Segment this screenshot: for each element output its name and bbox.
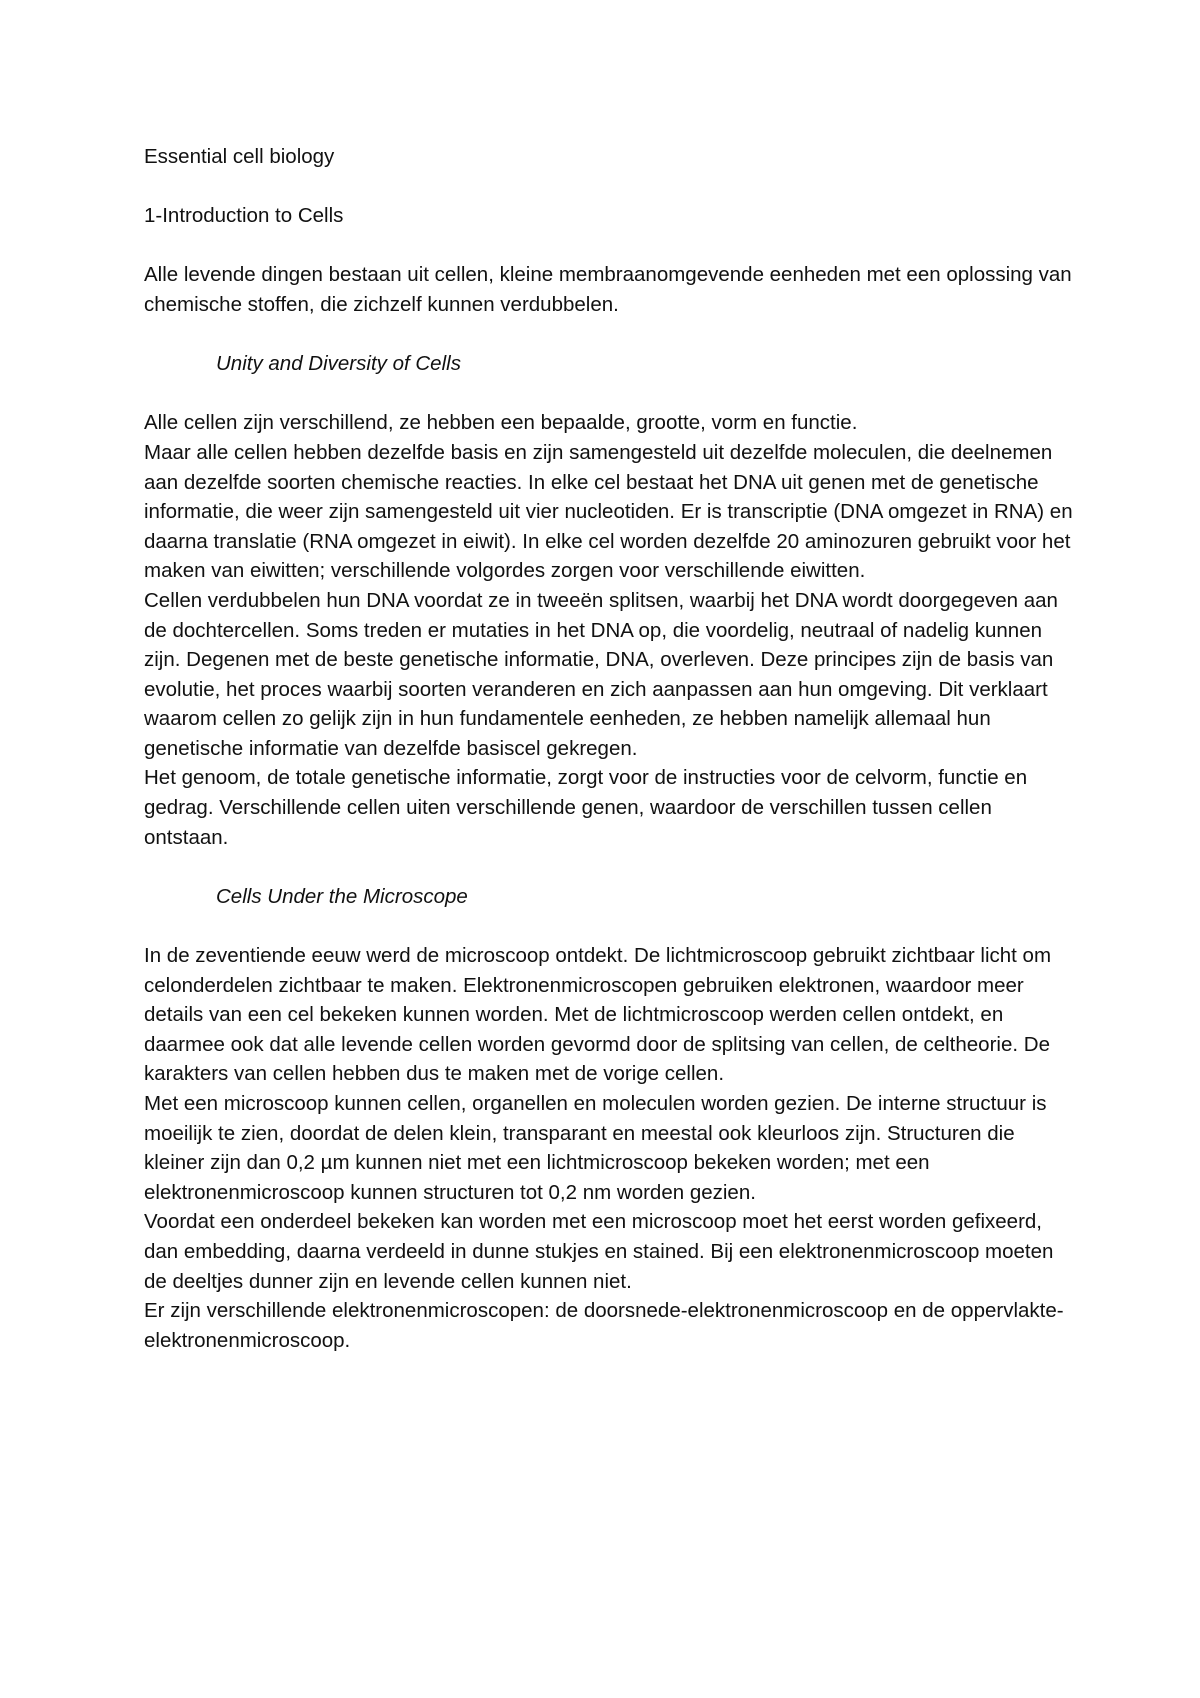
document-title: Essential cell biology — [144, 145, 335, 168]
section-heading-microscope: Cells Under the Microscope — [216, 884, 468, 908]
body-paragraph: Cellen verdubbelen hun DNA voordat ze in tweeën splitsen, waarbij het DNA wordt doorgegeven aan de dochtercellen. Soms treden er mutaties in het DNA op, die voordelig, neutraal of nadelig kunnen zijn. Degenen met de beste genetische informatie, DNA, overleven. Deze principes zijn de basis van evolutie, het proces waarbij soorten veranderen en zich aanpassen aan hun omgeving. Dit verklaart waarom cellen zo gelijk zijn in hun fundamentele eenheden, ze hebben namelijk allemaal hun genetische informatie van dezelfde basiscel gekregen. — [144, 588, 1058, 760]
body-paragraph: Voordat een onderdeel bekeken kan worden met een microscoop moet het eerst worden gefixeerd, dan embedding, daarna verdeeld in dunne stukjes en stained. Bij een elektronenmicroscoop moeten de deeltjes dunner zijn en levende cellen kunnen niet. — [144, 1210, 1054, 1293]
body-paragraph: Alle cellen zijn verschillend, ze hebben een bepaalde, grootte, vorm en functie. — [144, 411, 858, 435]
body-paragraph: Maar alle cellen hebben dezelfde basis en zijn samengesteld uit dezelfde moleculen, die deelnemen aan dezelfde soorten chemische reacties. In elke cel bestaat het DNA uit genen met de genetische informatie, die weer zijn samengesteld uit vier nucleotiden. Er is transcriptie (DNA omgezet in RNA) en daarna translatie (RNA omgezet in eiwit). In elke cel worden dezelfde 20 aminozuren gebruikt voor het maken van eiwitten; verschillende volgordes zorgen voor verschillende eiwitten. — [144, 440, 1073, 583]
chapter-title: 1-Introduction to Cells — [144, 204, 344, 228]
document-page — [144, 142, 1074, 1355]
section-body-microscope — [144, 941, 1074, 1355]
body-paragraph: In de zeventiende eeuw werd de microscoop ontdekt. De lichtmicroscoop gebruikt zichtbaar licht om celonderdelen zichtbaar te maken. Elektronenmicroscopen gebruiken elektronen, waardoor meer details van een cel bekeken kunnen worden. Met de lichtmicroscoop werden cellen ontdekt, en daarmee ook dat alle levende cellen worden gevormd door de splitsing van cellen, de celtheorie. De karakters van cellen hebben dus te maken met de vorige cellen. — [144, 944, 1052, 1086]
body-paragraph: Er zijn verschillende elektronenmicroscopen: de doorsnede-elektronenmicroscoop en de oppervlakte-elektronenmicroscoop. — [144, 1299, 1064, 1352]
body-paragraph: Met een microscoop kunnen cellen, organellen en moleculen worden gezien. De interne structuur is moeilijk te zien, doordat de delen klein, transparant en meestal ook kleurloos zijn. Structuren die kleiner zijn dan 0,2 µm kunnen niet met een lichtmicroscoop bekeken worden; met een elektronenmicroscoop kunnen structuren tot 0,2 nm worden gezien. — [144, 1092, 1047, 1204]
intro-paragraph: Alle levende dingen bestaan uit cellen, kleine membraanomgevende eenheden met een oplossing van chemische stoffen, die zichzelf kunnen verdubbelen. — [144, 263, 1072, 316]
section-heading-unity-diversity: Unity and Diversity of Cells — [216, 352, 461, 376]
section-body-unity-diversity — [144, 408, 1074, 852]
body-paragraph: Het genoom, de totale genetische informatie, zorgt voor de instructies voor de celvorm, functie en gedrag. Verschillende cellen uiten verschillende genen, waardoor de verschillen tussen cellen ontstaan. — [144, 766, 1028, 849]
